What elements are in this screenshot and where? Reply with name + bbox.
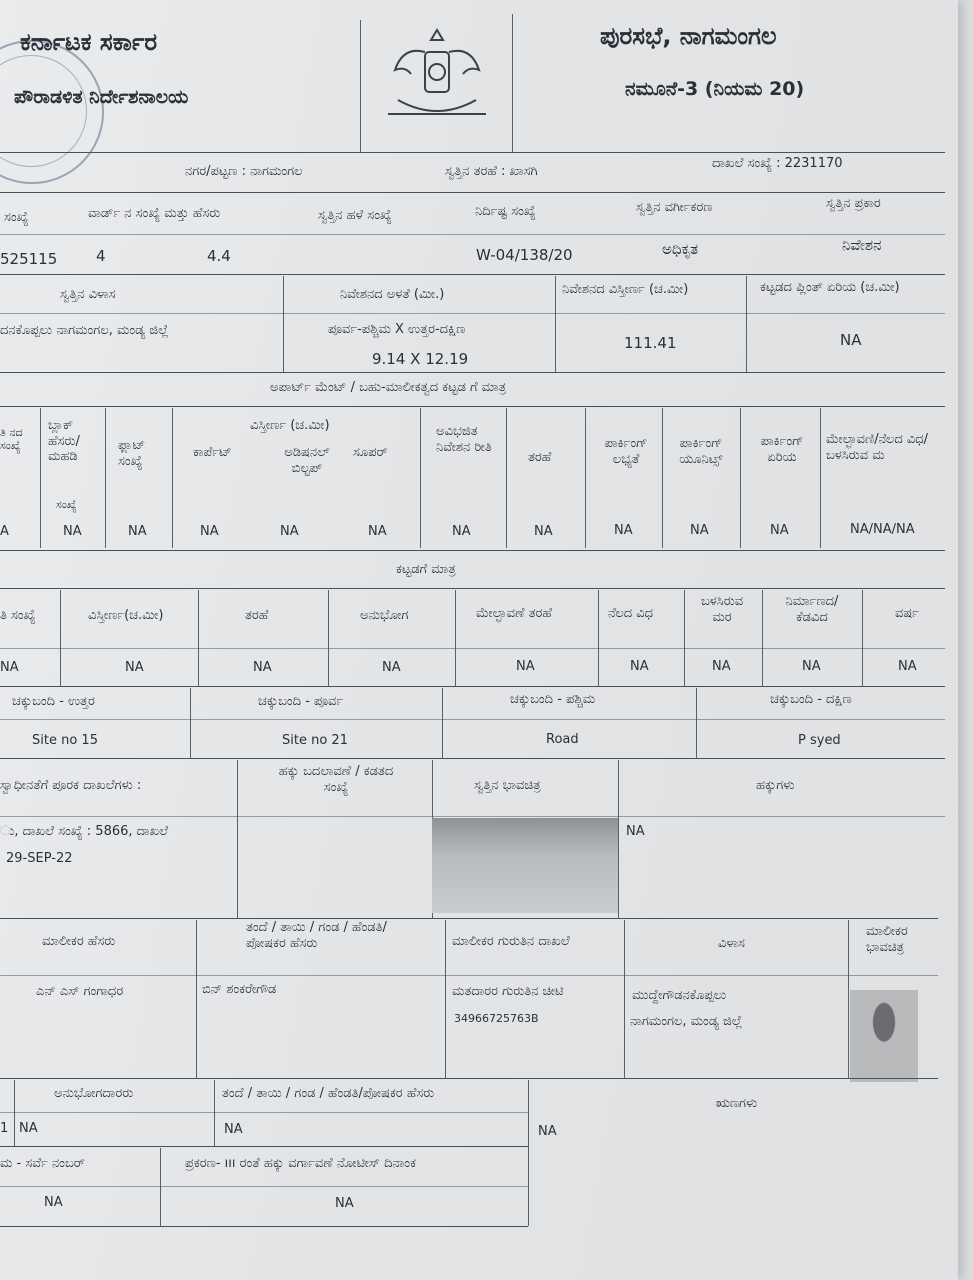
owner-address-label: ವಿಳಾಸ (718, 936, 745, 951)
col-number: ಸಂಖ್ಯೆ (4, 210, 29, 225)
apartment-value-0: A (0, 524, 9, 539)
apartment-value-7: NA (534, 524, 553, 539)
building-col-1: ವಿಸ್ತೀರ್ಣ(ಚ.ಮೀ) (88, 608, 164, 623)
notice-date-label: ಪ್ರಕರಣ- ııı ರಂತೆ ಹಕ್ಕು ವರ್ಗಾವಣೆ ನೋಟೀಸ್ ದಿನಾಂಕ (185, 1156, 416, 1171)
document-date: 29-SEP-22 (6, 851, 73, 866)
occupant-relation-label: ತಂದೆ / ತಾಯಿ / ಗಂಡ / ಹೆಂಡತಿ/ಪೋಷಕರ ಹೆಸರು (222, 1086, 435, 1101)
apartment-value-6: NA (452, 524, 471, 539)
building-col-8: ವರ್ಷ (895, 606, 919, 621)
form-number: ನಮೂನೆ-3 (ನಿಯಮ 20) (625, 78, 805, 100)
col-carpet: ಕಾರ್ಪೆಟ್ (193, 445, 232, 460)
rights-label: ಹಕ್ಕುಗಳು (756, 778, 795, 793)
municipality-name: ಪುರಸಭೆ, ನಾಗಮಂಗಲ (600, 22, 777, 50)
apartment-value-2: NA (128, 524, 147, 539)
building-value-8: NA (898, 659, 917, 674)
boundary-east-label: ಚಕ್ಕುಬಂದಿ - ಪೂರ್ವ (258, 694, 344, 709)
building-col-2: ತರಹೆ (245, 608, 269, 623)
owner-name-value: ಎನ್ ಎಸ್ ಗಂಗಾಧರ (36, 984, 124, 999)
col-parking-units: ಪಾರ್ಕಿಂಗ್ ಯೂನಿಟ್ಸ್ (679, 436, 723, 467)
boundary-south-value: P syed (798, 733, 841, 748)
building-section-title: ಕಟ್ಟಡಗೆ ಮಾತ್ರ (396, 562, 456, 577)
apartment-value-4: NA (280, 524, 299, 539)
owner-relation-label: ತಂದೆ / ತಾಯಿ / ಗಂಡ / ಹೆಂಡತಿ/ಪೋಷಕರ ಹೆಸರು (246, 920, 387, 951)
specific-number-value: W-04/138/20 (476, 246, 573, 264)
gov-title: ಕರ್ನಾಟಕ ಸರ್ಕಾರ (20, 28, 158, 56)
property-type-label: ಸ್ವತ್ತಿನ ತರಹೆ : ಖಾಸಗಿ (445, 164, 538, 179)
building-col-7: ನಿರ್ಮಾಣದ/ ಕೆಡವಿದ (785, 594, 839, 625)
boundary-west-label: ಚಕ್ಕುಬಂದಿ - ಪಶ್ಚಿಮ (510, 692, 596, 707)
col-address: ಸ್ವತ್ತಿನ ವಿಳಾಸ (60, 287, 116, 302)
building-col-0: ತಿ ಸಂಖ್ಯೆ (0, 608, 36, 623)
apartment-section-title: ಅಪಾರ್ಟ್ ಮೆಂಟ್ / ಬಹು-ಮಾಲೀಕತ್ವದ ಕಟ್ಟಡ ಗೆ ಮಾತ್ರ (270, 380, 507, 395)
owner-id-number: 34966725763B (454, 1012, 539, 1025)
col-undivided: ಅವಿಭಜಿತ ನಿವೇಶನ ರೀತಿ (436, 424, 492, 455)
col-specific-number: ನಿರ್ದಿಷ್ಟ ಸಂಖ್ಯೆ (475, 204, 536, 219)
occupant-label: ಅನುಭೋಗದಾರರು (54, 1086, 134, 1101)
building-value-5: NA (630, 659, 649, 674)
ward-number-value: 4 (96, 247, 106, 265)
building-col-5: ನೆಲದ ವಿಧ (608, 606, 654, 621)
building-value-3: NA (382, 660, 401, 675)
area-header: ವಿಸ್ತೀರ್ಣ (ಚ.ಮೀ) (250, 418, 330, 433)
col-plinth-area: ಕಟ್ಟಡದ ಪ್ಲಿಂತ್ ಏರಿಯ (ಚ.ಮೀ) (760, 280, 900, 295)
owner-id-label: ಮಾಲೀಕರ ಗುರುತಿನ ದಾಖಲೆ (452, 934, 570, 949)
boundary-south-label: ಚಕ್ಕುಬಂದಿ - ದಕ್ಷಿಣ (770, 692, 852, 707)
occupant-relation-value: NA (224, 1122, 243, 1137)
property-photo (432, 818, 618, 913)
col-ward: ವಾರ್ಡ್ ನ ಸಂಖ್ಯೆ ಮತ್ತು ಹೆಸರು (88, 206, 221, 221)
owner-id-type: ಮತದಾರರ ಗುರುತಿನ ಚೀಟಿ (452, 984, 564, 999)
col-type: ತರಹೆ (528, 450, 552, 465)
owner-name-label: ಮಾಲೀಕರ ಹೆಸರು (42, 934, 116, 949)
site-area-value: 111.41 (624, 334, 677, 352)
notice-date-value: NA (335, 1196, 354, 1211)
liabilities-label: ಋಣಗಳು (716, 1096, 758, 1111)
col-apartment-first: ತಿ ನದ ಸಂಖ್ಯೆ (0, 426, 23, 453)
building-value-2: NA (253, 660, 272, 675)
property-kind-value: ನಿವೇಶನ (842, 236, 882, 254)
col-site-area: ನಿವೇಶನದ ವಿಸ್ತೀರ್ಣ (ಚ.ಮೀ) (562, 282, 689, 297)
building-value-4: NA (516, 659, 535, 674)
building-value-0: NA (0, 660, 19, 675)
boundary-east-value: Site no 21 (282, 733, 348, 748)
col-old-number: ಸ್ವತ್ತಿನ ಹಳೆ ಸಂಖ್ಯೆ (318, 208, 392, 223)
property-id-value: 525115 (0, 250, 58, 268)
survey-number-value: NA (44, 1195, 63, 1210)
col-flat: ಫ್ಲಾಟ್ ಸಂಖ್ಯೆ (118, 438, 146, 469)
liabilities-value: NA (538, 1124, 557, 1139)
col-block: ಬ್ಲಾಕ್ ಹೆಸರು/ ಮಹಡಿ (48, 418, 80, 465)
col-site-dimension: ನಿವೇಶನದ ಅಳತೆ (ಮೀ.) (340, 287, 445, 302)
document-entry: ು, ದಾಖಲೆ ಸಂಖ್ಯೆ : 5866, ದಾಖಲೆ (0, 824, 169, 839)
directorate: ಪೌರಾಡಳಿತ ನಿರ್ದೇಶನಾಲಯ (14, 86, 189, 108)
address-value: ದನಕೊಪ್ಪಲು ನಾಗಮಂಗಲ, ಮಂಡ್ಯ ಜಿಲ್ಲೆ (0, 323, 169, 338)
building-value-6: NA (712, 659, 731, 674)
owner-photo (850, 990, 918, 1082)
building-col-3: ಅನುಭೋಗ (360, 608, 409, 623)
apartment-value-10: NA (770, 523, 789, 538)
supporting-docs-label: ಸ್ವಾಧೀನತೆಗೆ ಪೂರಕ ದಾಖಲೆಗಳು : (0, 778, 142, 793)
boundary-north-label: ಚಕ್ಕುಬಂದಿ - ಉತ್ತರ (12, 694, 95, 709)
survey-number-label: ಮ - ಸರ್ವೆ ನಂಬರ್ (0, 1156, 85, 1171)
col-classification: ಸ್ವತ್ತಿನ ವರ್ಗೀಕರಣ (636, 200, 713, 215)
classification-value: ಅಧಿಕೃತ (662, 240, 699, 258)
boundary-west-value: Road (546, 732, 579, 747)
col-block-sub: ಸಂಖ್ಯೆ (56, 498, 77, 511)
dimension-label: ಪೂರ್ವ-ಪಶ್ಚಿಮ X ಉತ್ತರ-ದಕ್ಷಿಣ (328, 322, 466, 337)
building-value-7: NA (802, 659, 821, 674)
apartment-value-11: NA/NA/NA (850, 522, 915, 537)
rights-value: NA (626, 824, 645, 839)
building-col-6: ಬಳಸಿರುವ ಮರ (700, 594, 744, 625)
rights-transfer-label: ಹಕ್ಕು ಬದಲಾವಣೆ / ಕಡತದ ಸಂಖ್ಯೆ (278, 764, 394, 795)
col-property-kind: ಸ್ವತ್ತಿನ ಪ್ರಕಾರ (826, 196, 881, 211)
col-parking-area: ಪಾರ್ಕಿಂಗ್ ಏರಿಯ (760, 434, 804, 465)
boundary-north-value: Site no 15 (32, 733, 98, 748)
state-emblem-icon (378, 22, 496, 132)
apartment-value-9: NA (690, 523, 709, 538)
owner-address-line2: ನಾಗಮಂಗಲ, ಮಂಡ್ಯ ಜಿಲ್ಲೆ (630, 1014, 743, 1029)
apartment-value-3: NA (200, 524, 219, 539)
owner-address-line1: ಮುದ್ದೇಗೌಡನಕೊಪ್ಪಲು (632, 988, 727, 1003)
col-roof-floor: ಮೇಲ್ಛಾವಣಿ/ನೆಲದ ವಿಧ/ಬಳಸಿರುವ ಮ (826, 432, 929, 463)
apartment-value-5: NA (368, 524, 387, 539)
owner-photo-label: ಮಾಲೀಕರ ಭಾವಚಿತ್ರ (866, 924, 908, 955)
ward-name-value: 4.4 (207, 247, 231, 265)
building-value-1: NA (125, 660, 144, 675)
building-col-4: ಮೇಲ್ಛಾವಣೆ ತರಹೆ (476, 606, 552, 621)
col-additional: ಅಡಿಷನಲ್ ಬಿಲ್ಟಪ್ (284, 445, 330, 476)
dimension-value: 9.14 X 12.19 (372, 350, 469, 368)
occupant-row-number: 1 (0, 1121, 9, 1136)
property-photo-label: ಸ್ವತ್ತಿನ ಭಾವಚಿತ್ರ (474, 778, 541, 793)
occupant-value: NA (19, 1121, 38, 1136)
entry-number-label: ದಾಖಲೆ ಸಂಖ್ಯೆ : 2231170 (712, 156, 843, 171)
city-label: ನಗರ/ಪಟ್ಟಣ : ನಾಗಮಂಗಲ (185, 164, 303, 179)
owner-relation-value: ಬಿನ್ ಶಂಕರೇಗೌಡ (202, 982, 277, 997)
apartment-value-1: NA (63, 524, 82, 539)
col-parking-availability: ಪಾರ್ಕಿಂಗ್ ಲಭ್ಯತೆ (604, 436, 648, 467)
apartment-value-8: NA (614, 523, 633, 538)
col-super: ಸೂಪರ್ (353, 445, 388, 460)
plinth-area-value: NA (840, 331, 862, 349)
